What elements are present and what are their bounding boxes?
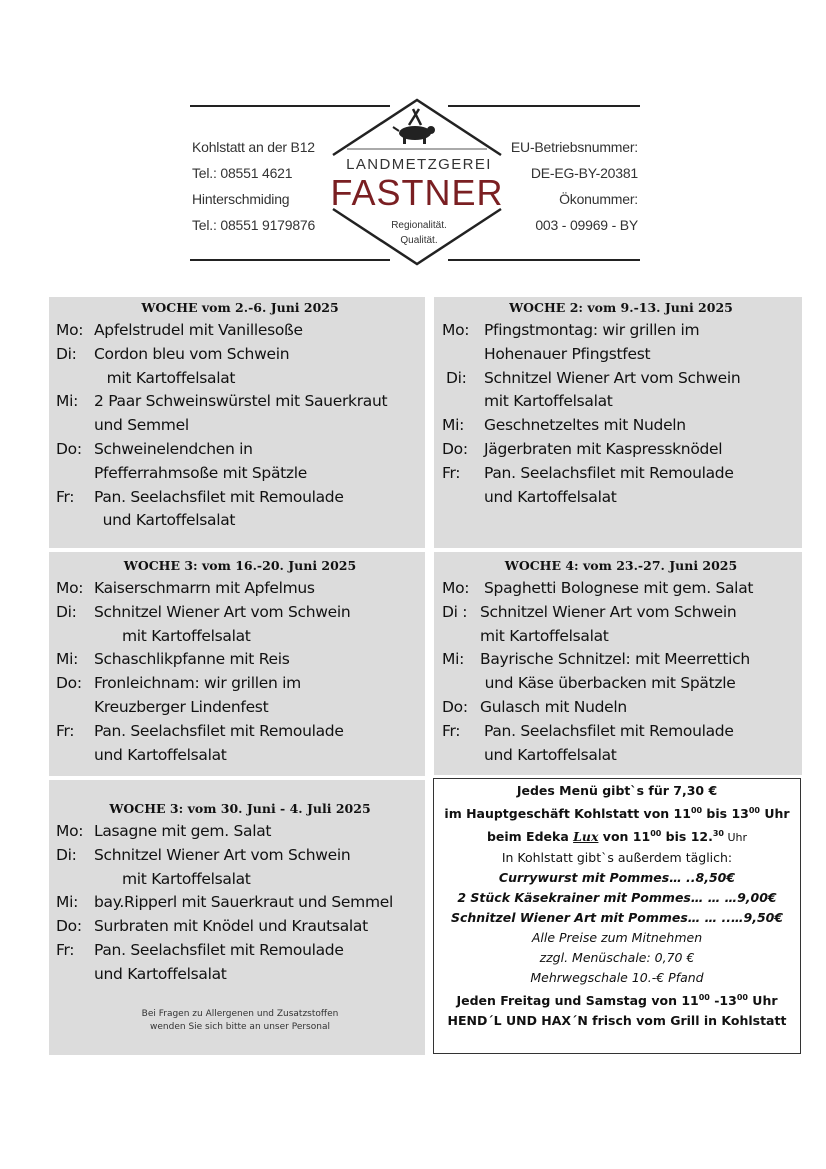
menu-line [442, 744, 800, 768]
dish: Schnitzel Wiener Art vom Schwein [480, 602, 737, 621]
contact-info [192, 134, 315, 238]
menu-line [442, 720, 800, 744]
menu-line [442, 462, 800, 486]
contact-line: Tel.: 08551 4621 [192, 165, 293, 181]
dish: mit Kartoffelsalat [480, 626, 609, 645]
day-label: Fr: [56, 940, 75, 959]
takeaway-note: Alle Preise zum Mitnehmen [531, 930, 703, 946]
day-label: Mo: [442, 579, 470, 597]
day-label: Mi: [56, 650, 79, 669]
dish: Schaschlikpfanne mit Reis [94, 650, 290, 669]
day-label: Mi: [56, 392, 79, 411]
day-label: Fr: [442, 721, 461, 740]
menu-line [442, 438, 800, 462]
menu-line [56, 462, 424, 486]
panel-divider [49, 776, 425, 780]
dish: Gulasch mit Nudeln [480, 697, 627, 716]
dish: und Kartoffelsalat [94, 964, 227, 983]
dish: Apfelstrudel mit Vanillesoße [94, 321, 303, 339]
dish: Pan. Seelachsfilet mit Remoulade [94, 940, 344, 959]
menu-line [56, 915, 424, 939]
dish: Schnitzel Wiener Art vom Schwein [484, 368, 741, 387]
day-label: Mi: [442, 416, 465, 435]
allergen-note [120, 1008, 360, 1034]
dish: und Kartoffelsalat [484, 745, 617, 764]
offer-currywurst: Currywurst mit Pommes… ..8,50€ [498, 870, 736, 886]
day-label: Do: [442, 697, 468, 716]
day-label: Fr: [56, 721, 75, 740]
registration-line: EU-Betriebsnummer: [510, 139, 638, 155]
allergen-note-line: Bei Fragen zu Allergenen und Zusatzstoffen [141, 1009, 339, 1019]
registration-line: Ökonummer: [559, 191, 638, 207]
menu-line [442, 672, 800, 696]
offers-box [433, 778, 801, 1054]
menu-line [56, 963, 424, 987]
week-3-menu [56, 555, 424, 767]
dish: und Semmel [94, 416, 189, 435]
week-title: WOCHE 4: vom 23.-27. Juni 2025 [504, 558, 738, 573]
menu-line [442, 648, 800, 672]
day-label: Fr: [442, 463, 461, 482]
menu-line [56, 672, 424, 696]
menu-line [442, 319, 800, 343]
day-label: Mi: [442, 650, 465, 669]
day-label: Do: [56, 439, 82, 458]
daily-intro: In Kohlstatt gibt`s außerdem täglich: [501, 850, 733, 866]
dish: und Kartoffelsalat [484, 487, 617, 506]
day-label: Mo: [56, 579, 84, 597]
day-label: Di: [56, 845, 77, 864]
menu-bowl-note: zzgl. Menüschale: 0,70 € [539, 950, 695, 966]
dish: Geschnetzeltes mit Nudeln [484, 416, 686, 435]
week-4-menu [442, 555, 800, 767]
dish: Pfefferrahmsoße mit Spätzle [94, 463, 308, 482]
week-title: WOCHE 3: vom 16.-20. Juni 2025 [123, 558, 357, 573]
dish: Fronleichnam: wir grillen im [94, 674, 301, 693]
menu-line [442, 414, 800, 438]
registration-line: 003 - 09969 - BY [535, 217, 638, 233]
dish: Pan. Seelachsfilet mit Remoulade [94, 721, 344, 740]
dish: Pan. Seelachsfilet mit Remoulade [94, 487, 344, 506]
menu-line [56, 648, 424, 672]
dish: Pan. Seelachsfilet mit Remoulade [484, 463, 734, 482]
dish: Hohenauer Pfingstfest [484, 344, 651, 363]
dish: bay.Ripperl mit Sauerkraut und Semmel [94, 893, 394, 912]
registration-info [508, 134, 638, 238]
day-label: Do: [56, 674, 82, 693]
menu-line [56, 868, 424, 892]
menu-line [56, 720, 424, 744]
menu-line [442, 577, 800, 601]
menu-line [56, 625, 424, 649]
dish: Bayrische Schnitzel: mit Meerrettich [480, 650, 750, 669]
menu-line [56, 891, 424, 915]
day-label: Di: [56, 344, 77, 363]
offer-schnitzel: Schnitzel Wiener Art mit Pommes… … ..…9,50€ [450, 910, 784, 926]
dish: Schweinelendchen in [94, 439, 253, 458]
menu-line [442, 601, 800, 625]
day-label: Mi: [56, 893, 79, 912]
registration-line: DE-EG-BY-20381 [530, 165, 638, 181]
day-label: Do: [56, 917, 82, 936]
dish: und Kartoffelsalat [94, 745, 227, 764]
day-label: Mo: [56, 822, 84, 840]
dish: Surbraten mit Knödel und Krautsalat [94, 917, 368, 936]
day-label: Di: [446, 368, 467, 387]
dish: Lasagne mit gem. Salat [94, 822, 272, 840]
grill-hours: Jeden Freitag und Samstag von $11^{00}$ $-13^{00}$ Uhr [456, 993, 778, 1009]
day-label: Mo: [442, 321, 470, 339]
menu-line [56, 939, 424, 963]
menu-line [56, 486, 424, 510]
week-2-menu [442, 297, 800, 509]
menu-line [56, 343, 424, 367]
pig-icon [393, 109, 435, 144]
dish: und Kartoffelsalat [98, 511, 236, 530]
dish: Kreuzberger Lindenfest [94, 697, 269, 716]
day-label: Di : [442, 602, 468, 621]
dish: mit Kartoffelsalat [122, 869, 251, 888]
panel-divider [49, 548, 802, 552]
dish: Jägerbraten mit Kaspressknödel [484, 439, 723, 458]
menu-line [56, 744, 424, 768]
menu-price: Jedes Menü gibt`s für 7,30 € [516, 783, 718, 798]
menu-line [56, 844, 424, 868]
offer-kaesekrainer: 2 Stück Käsekrainer mit Pommes… … …9,00€ [457, 890, 777, 906]
dish: Pfingstmontag: wir grillen im [484, 321, 700, 339]
menu-line [56, 601, 424, 625]
week-1-menu [56, 297, 424, 533]
menu-line [442, 625, 800, 649]
contact-line: Kohlstatt an der B12 [192, 139, 315, 155]
menu-line [56, 414, 424, 438]
menu-line [442, 343, 800, 367]
menu-line [56, 696, 424, 720]
dish: Spaghetti Bolognese mit gem. Salat [484, 579, 754, 597]
menu-line [56, 577, 424, 601]
dish: mit Kartoffelsalat [102, 368, 236, 387]
day-label: Do: [442, 439, 468, 458]
menu-line [442, 367, 800, 391]
contact-line: Tel.: 08551 9179876 [192, 217, 316, 233]
menu-line [56, 319, 424, 343]
dish: mit Kartoffelsalat [122, 626, 251, 645]
logo-tagline-2: Qualität. [400, 235, 438, 246]
dish: und Käse überbacken mit Spätzle [480, 674, 736, 693]
week-5-menu [56, 798, 424, 987]
contact-line: Hinterschmiding [192, 191, 290, 207]
edeka-hours: beim Edeka Lux von $11^{00}$ bis 12.30 Uhr [486, 829, 748, 845]
menu-line [56, 509, 424, 533]
allergen-note-line: wenden Sie sich bitte an unser Personal [150, 1022, 330, 1032]
menu-line [442, 390, 800, 414]
dish: Schnitzel Wiener Art vom Schwein [94, 602, 351, 621]
edeka-brand-logo: Lux [573, 829, 599, 845]
day-label: Di: [56, 602, 77, 621]
menu-line [56, 820, 424, 844]
dish: Schnitzel Wiener Art vom Schwein [94, 845, 351, 864]
logo-tagline-1: Regionalität. [391, 220, 447, 231]
menu-line [56, 367, 424, 391]
logo-line2: FASTNER [330, 172, 504, 213]
reusable-bowl-note: Mehrwegschale 10.-€ Pfand [530, 970, 704, 986]
dish: Pan. Seelachsfilet mit Remoulade [484, 721, 734, 740]
menu-line [442, 486, 800, 510]
main-shop-hours: im Hauptgeschäft Kohlstatt von $11^{00}$ bis $13^{00}$ Uhr [444, 806, 790, 822]
dish: mit Kartoffelsalat [484, 392, 613, 411]
week-title: WOCHE 2: vom 9.-13. Juni 2025 [509, 300, 733, 315]
menu-line [56, 438, 424, 462]
menu-line [56, 390, 424, 414]
menu-line [442, 696, 800, 720]
day-label: Mo: [56, 321, 84, 339]
day-label: Fr: [56, 487, 75, 506]
dish: 2 Paar Schweinswürstel mit Sauerkraut [94, 392, 388, 411]
grill-offer: HEND´L UND HAX´N frisch vom Grill in Kohlstatt [447, 1013, 787, 1029]
dish: Kaiserschmarrn mit Apfelmus [94, 579, 315, 597]
logo-line1: LANDMETZGEREI [346, 156, 492, 173]
week-title: WOCHE 3: vom 30. Juni - 4. Juli 2025 [109, 801, 371, 816]
week-title: WOCHE vom 2.-6. Juni 2025 [141, 300, 339, 315]
dish: Cordon bleu vom Schwein [94, 344, 290, 363]
